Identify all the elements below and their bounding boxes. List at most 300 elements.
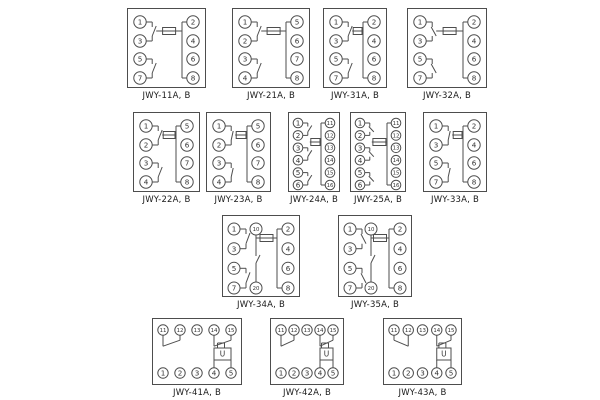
relay-diagram-jwy-24a-b — [288, 112, 340, 205]
svg-text:8: 8 — [471, 177, 477, 187]
diagram-drawing — [270, 318, 344, 385]
terminal-6 — [181, 139, 193, 151]
svg-text:6: 6 — [190, 54, 196, 64]
svg-text:14: 14 — [433, 327, 441, 334]
svg-text:3: 3 — [333, 36, 339, 46]
terminal-3 — [213, 157, 225, 169]
terminal-4 — [468, 35, 480, 47]
svg-text:5: 5 — [347, 263, 353, 273]
relay-diagram-jwy-22a-b — [133, 112, 200, 205]
svg-text:8: 8 — [471, 73, 477, 83]
terminal-2 — [187, 16, 199, 28]
terminal-15 — [325, 168, 335, 178]
relay-diagram-jwy-31a-b — [323, 8, 387, 101]
terminal-6 — [252, 139, 264, 151]
terminal-8 — [291, 72, 303, 84]
svg-text:13: 13 — [193, 327, 201, 334]
terminal-1 — [158, 368, 168, 378]
terminal-2 — [403, 368, 413, 378]
svg-text:1: 1 — [231, 224, 237, 234]
svg-text:4: 4 — [471, 140, 477, 150]
svg-text:3: 3 — [420, 368, 425, 378]
terminal-15 — [391, 168, 401, 178]
svg-text:8: 8 — [255, 177, 261, 187]
terminal-8 — [394, 282, 406, 294]
terminal-14 — [325, 155, 335, 165]
svg-text:4: 4 — [471, 36, 477, 46]
svg-text:8: 8 — [294, 73, 300, 83]
terminal-12 — [175, 325, 185, 335]
terminal-2 — [289, 368, 299, 378]
svg-text:6: 6 — [295, 180, 301, 190]
terminal-6 — [355, 180, 365, 190]
diagram-drawing — [323, 8, 387, 88]
terminal-2 — [293, 131, 303, 141]
svg-text:4: 4 — [397, 244, 403, 254]
terminal-8 — [181, 176, 193, 188]
svg-text:4: 4 — [317, 368, 323, 378]
svg-text:3: 3 — [347, 244, 353, 254]
svg-text:1: 1 — [160, 368, 166, 378]
terminal-8 — [282, 282, 294, 294]
terminal-14 — [391, 155, 401, 165]
svg-text:2: 2 — [285, 224, 291, 234]
svg-text:2: 2 — [242, 36, 248, 46]
svg-text:5: 5 — [448, 368, 454, 378]
svg-text:6: 6 — [471, 158, 477, 168]
terminal-1 — [140, 120, 152, 132]
svg-text:5: 5 — [228, 368, 234, 378]
terminal-10 — [250, 223, 262, 235]
terminal-12 — [391, 131, 401, 141]
terminal-3 — [302, 368, 312, 378]
relay-diagram-jwy-42a-b — [270, 318, 344, 398]
svg-text:2: 2 — [357, 130, 363, 140]
terminal-2 — [355, 131, 365, 141]
diagram-label: JWY-35A, B — [350, 300, 400, 310]
svg-text:13: 13 — [303, 327, 311, 334]
terminal-3 — [293, 143, 303, 153]
svg-text:11: 11 — [392, 120, 400, 127]
svg-text:1: 1 — [357, 118, 363, 128]
terminal-13 — [325, 143, 335, 153]
svg-text:6: 6 — [294, 36, 300, 46]
terminal-1 — [344, 223, 356, 235]
svg-text:11: 11 — [326, 120, 334, 127]
diagram-label: JWY-24A, B — [289, 195, 339, 205]
relay-diagram-jwy-43a-b — [383, 318, 462, 398]
terminal-4 — [209, 368, 219, 378]
terminal-20 — [250, 282, 262, 294]
svg-text:16: 16 — [326, 182, 334, 189]
svg-text:4: 4 — [216, 177, 222, 187]
diagram-label: JWY-34A, B — [236, 300, 286, 310]
terminal-14 — [209, 325, 219, 335]
terminal-3 — [344, 243, 356, 255]
svg-text:7: 7 — [184, 158, 190, 168]
svg-text:1: 1 — [216, 121, 222, 131]
svg-text:6: 6 — [357, 180, 363, 190]
svg-text:2: 2 — [471, 17, 477, 27]
terminal-1 — [389, 368, 399, 378]
diagram-drawing — [206, 112, 271, 192]
diagram-drawing — [152, 318, 242, 385]
svg-text:2: 2 — [291, 368, 297, 378]
diagram-drawing — [383, 318, 462, 385]
terminal-3 — [228, 243, 240, 255]
svg-text:4: 4 — [371, 36, 377, 46]
svg-text:15: 15 — [447, 327, 455, 334]
terminal-5 — [293, 168, 303, 178]
terminal-2 — [394, 223, 406, 235]
terminal-4 — [282, 243, 294, 255]
terminal-5 — [330, 53, 342, 65]
relay-diagram-jwy-11a-b — [127, 8, 206, 101]
terminal-4 — [355, 155, 365, 165]
svg-text:13: 13 — [326, 145, 334, 152]
terminal-6 — [293, 180, 303, 190]
terminal-15 — [446, 325, 456, 335]
terminal-3 — [330, 35, 342, 47]
diagram-drawing — [232, 8, 310, 88]
terminal-5 — [414, 53, 426, 65]
terminal-7 — [252, 157, 264, 169]
svg-text:12: 12 — [392, 133, 400, 140]
svg-text:5: 5 — [333, 54, 339, 64]
relay-diagram-jwy-23a-b — [206, 112, 271, 205]
terminal-7 — [228, 282, 240, 294]
diagram-label: JWY-41A, B — [172, 388, 222, 398]
svg-text:4: 4 — [143, 177, 149, 187]
terminal-5 — [134, 53, 146, 65]
terminal-3 — [192, 368, 202, 378]
diagram-label: JWY-31A, B — [330, 91, 380, 101]
svg-text:20: 20 — [252, 285, 260, 292]
svg-text:2: 2 — [371, 17, 377, 27]
svg-text:3: 3 — [194, 368, 200, 378]
diagram-label: JWY-21A, B — [246, 91, 296, 101]
terminal-5 — [355, 168, 365, 178]
terminal-4 — [368, 35, 380, 47]
terminal-15 — [328, 325, 338, 335]
diagram-label: JWY-43A, B — [398, 388, 447, 398]
terminal-5 — [291, 16, 303, 28]
terminal-11 — [325, 118, 335, 128]
terminal-1 — [330, 16, 342, 28]
terminal-6 — [282, 262, 294, 274]
terminal-7 — [330, 72, 342, 84]
terminal-6 — [291, 35, 303, 47]
svg-text:1: 1 — [391, 368, 397, 378]
svg-text:2: 2 — [397, 224, 403, 234]
svg-text:14: 14 — [316, 327, 324, 334]
terminal-4 — [187, 35, 199, 47]
terminal-7 — [291, 53, 303, 65]
svg-text:1: 1 — [347, 224, 353, 234]
svg-text:5: 5 — [184, 121, 190, 131]
svg-text:12: 12 — [404, 327, 412, 334]
terminal-14 — [432, 325, 442, 335]
terminal-2 — [468, 16, 480, 28]
svg-text:1: 1 — [433, 121, 439, 131]
svg-text:16: 16 — [392, 182, 400, 189]
svg-text:8: 8 — [397, 283, 403, 293]
svg-text:4: 4 — [242, 73, 248, 83]
diagram-label: JWY-33A, B — [430, 195, 480, 205]
svg-text:1: 1 — [137, 17, 143, 27]
terminal-1 — [134, 16, 146, 28]
svg-text:5: 5 — [231, 263, 237, 273]
terminal-2 — [239, 35, 251, 47]
svg-text:5: 5 — [137, 54, 143, 64]
svg-text:1: 1 — [333, 17, 339, 27]
relay-diagram-jwy-41a-b — [152, 318, 242, 398]
terminal-3 — [134, 35, 146, 47]
terminal-1 — [228, 223, 240, 235]
terminal-6 — [187, 53, 199, 65]
svg-text:5: 5 — [357, 168, 363, 178]
svg-text:14: 14 — [210, 327, 218, 334]
relay-diagram-jwy-34a-b — [222, 215, 300, 310]
terminal-5 — [252, 120, 264, 132]
svg-text:5: 5 — [294, 17, 300, 27]
svg-text:2: 2 — [471, 121, 477, 131]
diagram-drawing — [127, 8, 206, 88]
terminal-4 — [293, 155, 303, 165]
svg-text:5: 5 — [417, 54, 423, 64]
svg-text:2: 2 — [295, 130, 301, 140]
svg-text:4: 4 — [295, 155, 301, 165]
terminal-16 — [391, 180, 401, 190]
terminal-7 — [344, 282, 356, 294]
svg-text:8: 8 — [190, 73, 196, 83]
diagram-drawing — [133, 112, 200, 192]
terminal-1 — [276, 368, 286, 378]
terminal-14 — [315, 325, 325, 335]
svg-text:1: 1 — [242, 17, 248, 27]
terminal-1 — [239, 16, 251, 28]
terminal-3 — [417, 368, 427, 378]
terminal-2 — [140, 139, 152, 151]
terminal-12 — [325, 131, 335, 141]
svg-text:7: 7 — [417, 73, 423, 83]
svg-text:20: 20 — [367, 285, 375, 292]
svg-text:3: 3 — [304, 368, 310, 378]
terminal-6 — [468, 53, 480, 65]
svg-text:10: 10 — [367, 226, 375, 233]
svg-text:8: 8 — [285, 283, 291, 293]
diagram-drawing — [423, 112, 487, 192]
svg-text:13: 13 — [392, 145, 400, 152]
terminal-6 — [394, 262, 406, 274]
terminal-1 — [414, 16, 426, 28]
svg-text:6: 6 — [371, 54, 377, 64]
svg-text:1: 1 — [278, 368, 284, 378]
diagram-drawing — [407, 8, 487, 88]
svg-text:4: 4 — [434, 368, 440, 378]
terminal-4 — [468, 139, 480, 151]
svg-text:4: 4 — [285, 244, 291, 254]
terminal-2 — [175, 368, 185, 378]
terminal-5 — [328, 368, 338, 378]
svg-text:7: 7 — [294, 54, 300, 64]
svg-text:6: 6 — [184, 140, 190, 150]
terminal-15 — [226, 325, 236, 335]
terminal-3 — [239, 53, 251, 65]
diagram-drawing — [350, 112, 406, 192]
terminal-8 — [468, 72, 480, 84]
terminal-4 — [213, 176, 225, 188]
svg-text:7: 7 — [347, 283, 353, 293]
terminal-20 — [365, 282, 377, 294]
svg-text:1: 1 — [295, 118, 301, 128]
svg-text:1: 1 — [143, 121, 149, 131]
svg-text:8: 8 — [184, 177, 190, 187]
svg-text:11: 11 — [390, 327, 398, 334]
terminal-4 — [432, 368, 442, 378]
terminal-5 — [181, 120, 193, 132]
svg-text:14: 14 — [392, 158, 400, 165]
svg-text:11: 11 — [277, 327, 285, 334]
svg-text:3: 3 — [143, 158, 149, 168]
svg-text:8: 8 — [371, 73, 377, 83]
terminal-2 — [213, 139, 225, 151]
terminal-11 — [276, 325, 286, 335]
svg-text:13: 13 — [419, 327, 426, 334]
terminal-8 — [368, 72, 380, 84]
svg-text:4: 4 — [211, 368, 217, 378]
relay-diagram-jwy-35a-b — [338, 215, 412, 310]
relay-diagram-jwy-33a-b — [423, 112, 487, 205]
terminal-1 — [213, 120, 225, 132]
coil-label: U — [441, 349, 447, 359]
terminal-8 — [187, 72, 199, 84]
terminal-16 — [325, 180, 335, 190]
terminal-7 — [414, 72, 426, 84]
terminal-13 — [192, 325, 202, 335]
svg-text:3: 3 — [231, 244, 237, 254]
terminal-7 — [181, 157, 193, 169]
svg-text:2: 2 — [177, 368, 183, 378]
terminal-13 — [302, 325, 312, 335]
terminal-1 — [293, 118, 303, 128]
terminal-12 — [403, 325, 413, 335]
diagram-drawing — [222, 215, 300, 297]
svg-text:3: 3 — [357, 143, 363, 153]
terminal-4 — [394, 243, 406, 255]
terminal-12 — [289, 325, 299, 335]
terminal-6 — [468, 157, 480, 169]
svg-text:3: 3 — [433, 140, 439, 150]
terminal-5 — [228, 262, 240, 274]
diagram-label: JWY-32A, B — [422, 91, 472, 101]
terminal-5 — [344, 262, 356, 274]
svg-text:2: 2 — [216, 140, 222, 150]
svg-text:15: 15 — [227, 327, 235, 334]
svg-text:3: 3 — [137, 36, 143, 46]
svg-text:7: 7 — [433, 177, 439, 187]
svg-text:15: 15 — [326, 170, 334, 177]
svg-text:12: 12 — [326, 133, 334, 140]
relay-diagram-jwy-21a-b — [232, 8, 310, 101]
diagram-label: JWY-25A, B — [353, 195, 403, 205]
svg-text:5: 5 — [330, 368, 336, 378]
terminal-2 — [468, 120, 480, 132]
svg-text:6: 6 — [471, 54, 477, 64]
terminal-7 — [134, 72, 146, 84]
svg-text:12: 12 — [290, 327, 298, 334]
svg-text:15: 15 — [392, 170, 400, 177]
diagram-label: JWY-11A, B — [142, 91, 191, 101]
coil-label: U — [323, 349, 330, 359]
svg-text:2: 2 — [190, 17, 196, 27]
terminal-8 — [252, 176, 264, 188]
coil-label: U — [219, 349, 226, 359]
terminal-3 — [140, 157, 152, 169]
svg-text:14: 14 — [326, 158, 334, 165]
diagram-drawing — [338, 215, 412, 297]
terminal-11 — [389, 325, 399, 335]
terminal-4 — [239, 72, 251, 84]
relay-diagram-jwy-32a-b — [407, 8, 487, 101]
relay-diagram-jwy-25a-b — [350, 112, 406, 205]
svg-text:2: 2 — [405, 368, 411, 378]
svg-text:7: 7 — [137, 73, 143, 83]
svg-text:4: 4 — [190, 36, 196, 46]
svg-text:3: 3 — [295, 143, 301, 153]
svg-text:6: 6 — [255, 140, 261, 150]
terminal-11 — [158, 325, 168, 335]
terminal-10 — [365, 223, 377, 235]
terminal-8 — [468, 176, 480, 188]
svg-text:7: 7 — [333, 73, 339, 83]
svg-text:3: 3 — [216, 158, 222, 168]
terminal-4 — [315, 368, 325, 378]
svg-text:6: 6 — [285, 263, 291, 273]
svg-text:5: 5 — [295, 168, 301, 178]
diagram-label: JWY-42A, B — [282, 388, 332, 398]
terminal-4 — [140, 176, 152, 188]
terminal-3 — [414, 35, 426, 47]
svg-text:4: 4 — [357, 155, 363, 165]
terminal-11 — [391, 118, 401, 128]
terminal-1 — [430, 120, 442, 132]
svg-text:1: 1 — [417, 17, 423, 27]
terminal-2 — [282, 223, 294, 235]
svg-text:11: 11 — [159, 327, 167, 334]
terminal-1 — [355, 118, 365, 128]
svg-text:5: 5 — [255, 121, 261, 131]
terminal-5 — [430, 157, 442, 169]
terminal-5 — [226, 368, 236, 378]
terminal-13 — [417, 325, 427, 335]
svg-text:10: 10 — [252, 226, 260, 233]
diagram-label: JWY-22A, B — [142, 195, 191, 205]
svg-text:15: 15 — [329, 327, 337, 334]
svg-text:5: 5 — [433, 158, 439, 168]
svg-text:2: 2 — [143, 140, 149, 150]
diagram-drawing — [288, 112, 340, 192]
terminal-5 — [446, 368, 456, 378]
svg-text:3: 3 — [242, 54, 248, 64]
terminal-3 — [430, 139, 442, 151]
terminal-7 — [430, 176, 442, 188]
svg-text:7: 7 — [255, 158, 261, 168]
terminal-6 — [368, 53, 380, 65]
svg-text:6: 6 — [397, 263, 403, 273]
terminal-3 — [355, 143, 365, 153]
svg-text:3: 3 — [417, 36, 423, 46]
